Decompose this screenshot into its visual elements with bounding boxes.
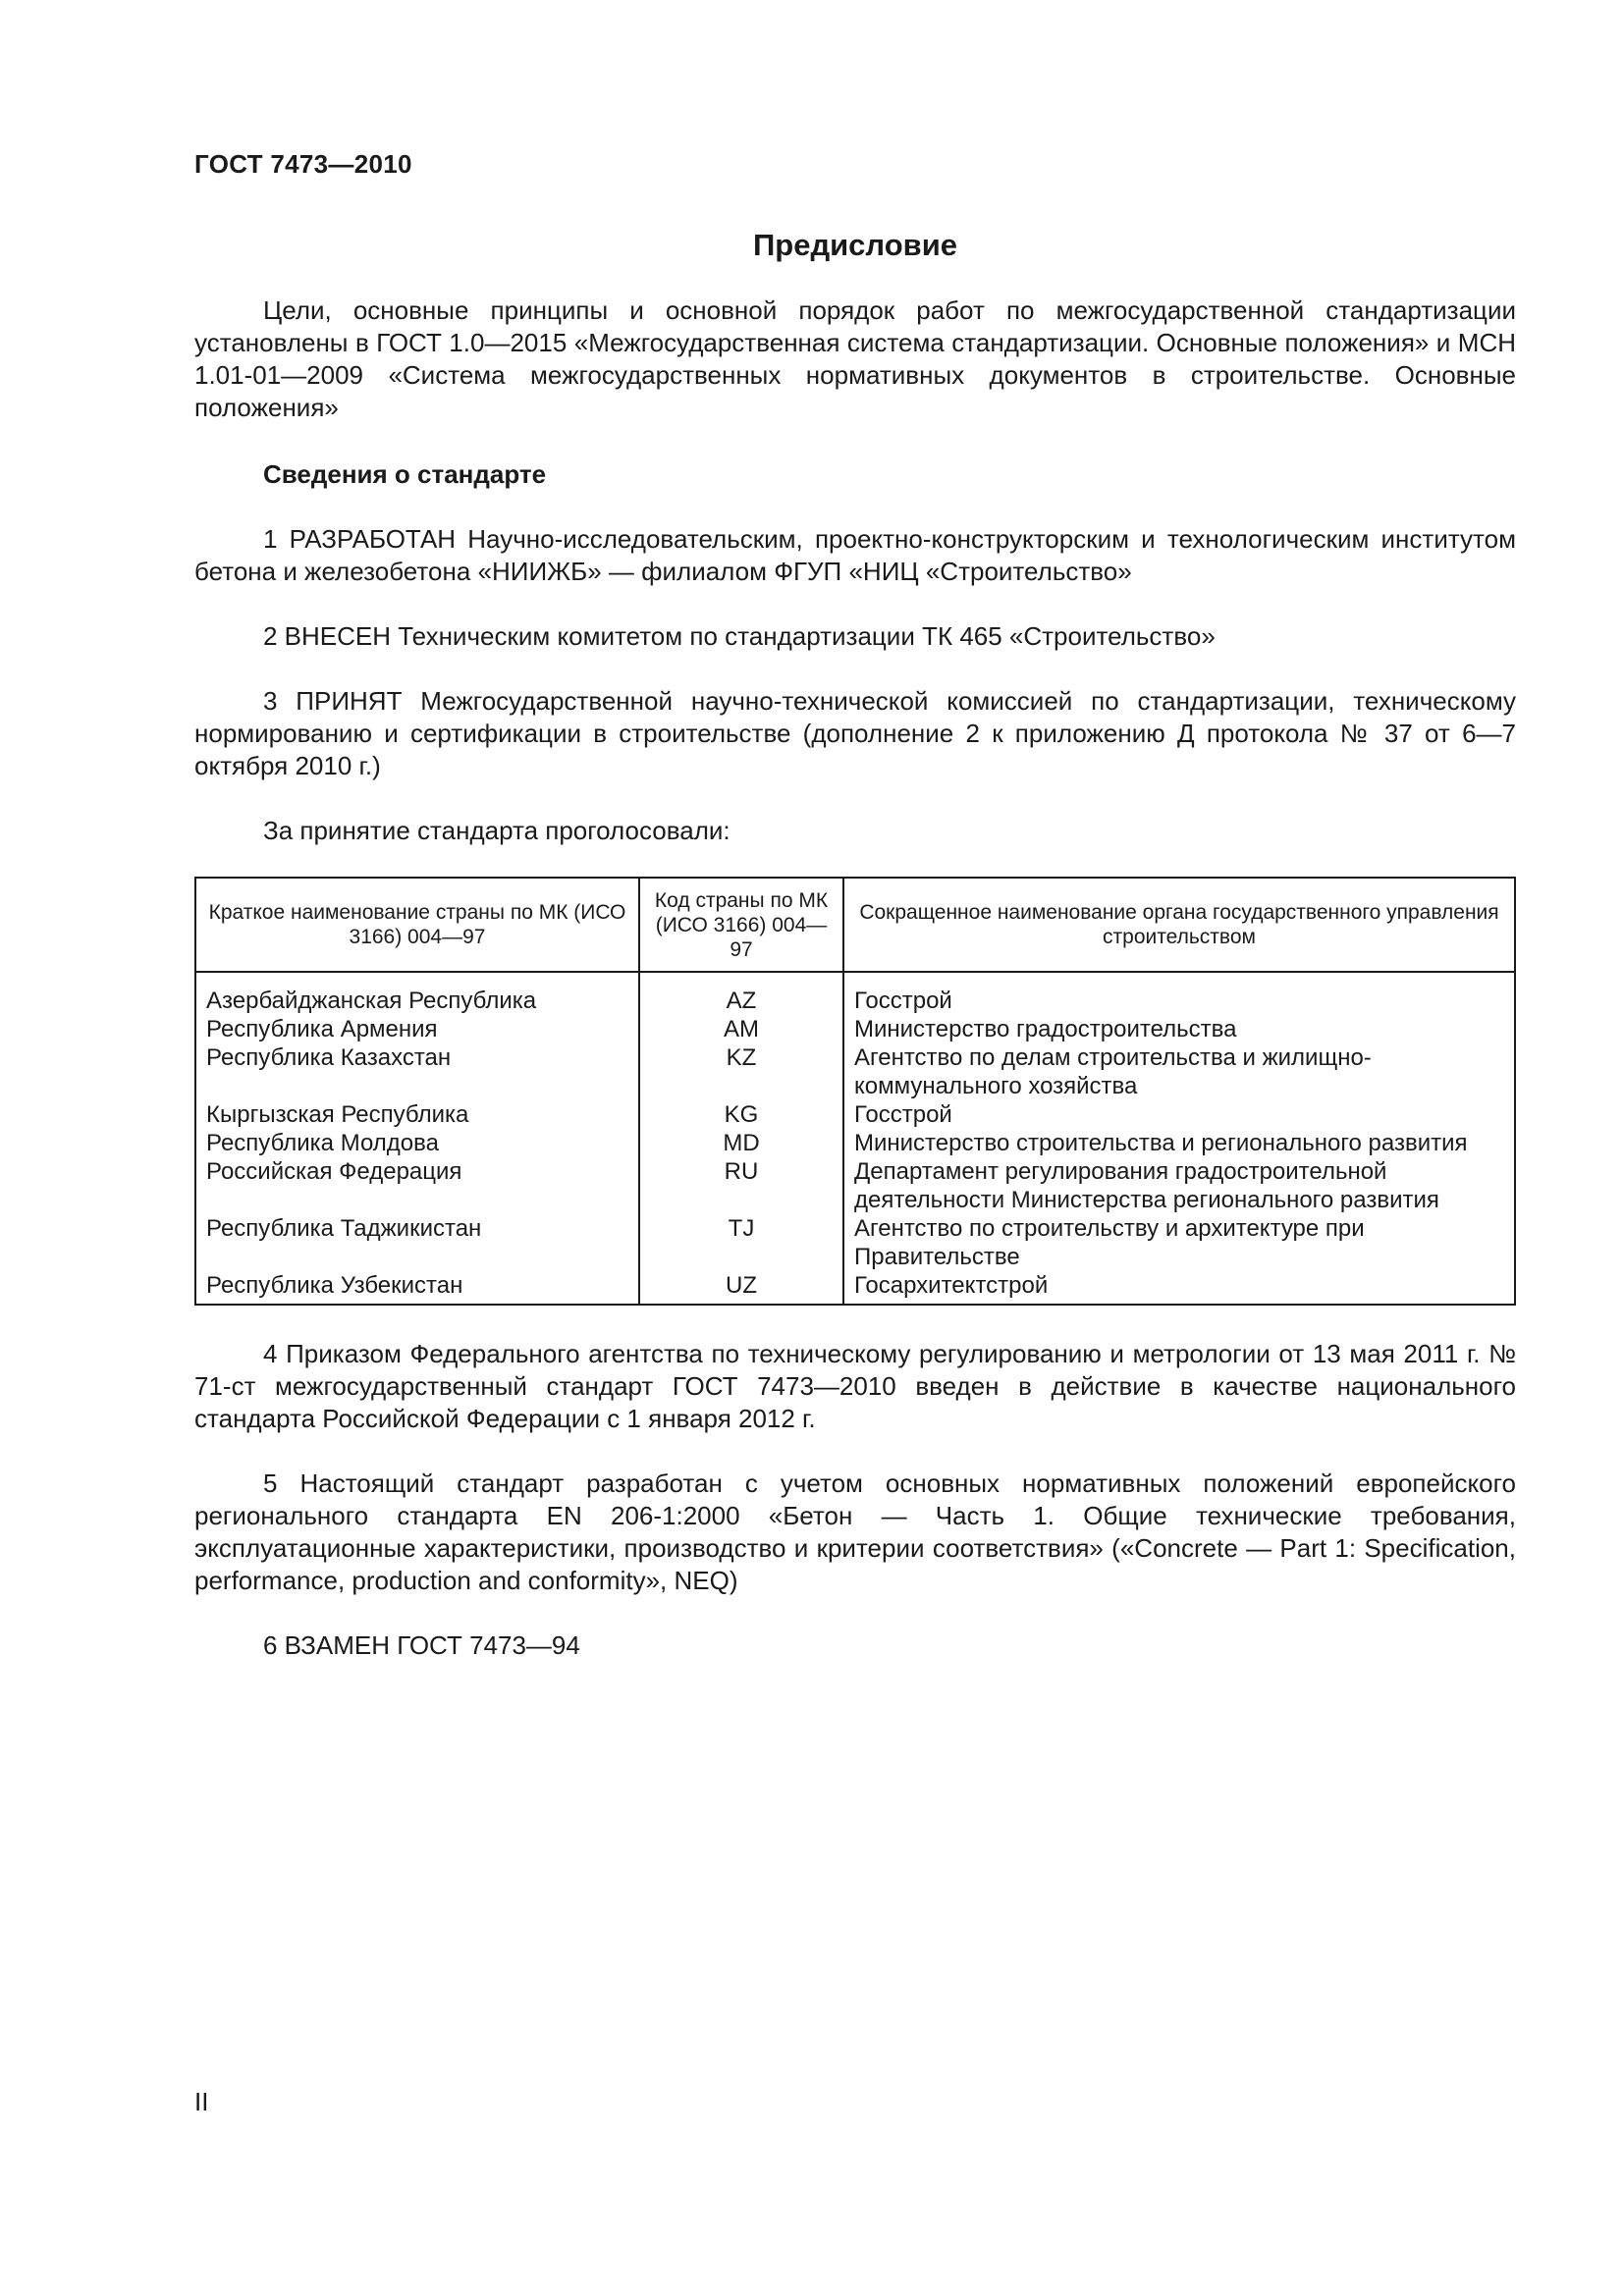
cell-body: Госстрой	[843, 972, 1515, 1015]
table-row	[195, 1271, 1515, 1305]
item-enacted: 4 Приказом Федерального агентства по техническому регулированию и метрологии от 13 мая 2011 г. № 71-ст межгосударственный стандарт ГОСТ 7473—2010 введен в действие в качестве национального стандарта Российской Федерации с 1 января 2012 г.	[194, 1339, 1516, 1433]
table-row	[195, 1100, 1515, 1129]
cell-body: Агентство по строительству и архитектуре при Правительстве	[843, 1214, 1515, 1271]
header-country: Краткое наименование страны по МК (ИСО 3166) 004—97	[195, 878, 639, 972]
cell-country: Азербайджанская Республика	[206, 988, 537, 1014]
cell-country: Республика Армения	[206, 1016, 438, 1042]
cell-body: Департамент регулирования градостроительной деятельности Министерства регионального развития	[843, 1157, 1515, 1214]
cell-body: Госстрой	[843, 1100, 1515, 1129]
cell-country: Кыргызская Республика	[206, 1101, 469, 1128]
item-introduced: 2 ВНЕСЕН Техническим комитетом по стандартизации ТК 465 «Строительство»	[263, 621, 1216, 651]
cell-body: Госархитектстрой	[843, 1271, 1515, 1305]
cell-country: Российская Федерация	[206, 1158, 462, 1185]
standard-info-heading: Сведения о стандарте	[263, 459, 547, 489]
cell-code: RU	[639, 1157, 843, 1214]
header-code: Код страны по МК (ИСО 3166) 004—97	[639, 878, 843, 972]
table-row	[195, 1015, 1515, 1043]
voting-table	[194, 877, 1516, 1306]
table-row	[195, 1157, 1515, 1214]
cell-code: KG	[639, 1100, 843, 1129]
cell-country: Республика Молдова	[206, 1130, 439, 1156]
cell-body: Министерство градостроительства	[843, 1015, 1515, 1043]
table-row	[195, 1129, 1515, 1157]
table-row	[195, 1043, 1515, 1100]
page-title: Предисловие	[752, 228, 957, 262]
cell-country: Республика Узбекистан	[206, 1272, 463, 1299]
intro-paragraph: Цели, основные принципы и основной порядок работ по межгосударственной стандартизации установлены в ГОСТ 1.0—2015 «Межгосударственная система стандартизации. Основные положения» и МСН 1.01-01—2009 «Система межгосударственных нормативных документов в строительстве. Основные положения»	[194, 295, 1516, 422]
table-row	[195, 972, 1515, 1015]
cell-body: Министерство строительства и регионального развития	[843, 1129, 1515, 1157]
table-row	[195, 1214, 1515, 1271]
item-developed: 1 РАЗРАБОТАН Научно-исследовательским, проектно-конструкторским и технологическим институтом бетона и железобетона «НИИЖБ» — филиалом ФГУП «НИЦ «Строительство»	[194, 524, 1516, 586]
cell-code: UZ	[639, 1271, 843, 1305]
item-replaces: 6 ВЗАМЕН ГОСТ 7473—94	[263, 1630, 580, 1660]
item-harmonized: 5 Настоящий стандарт разработан с учетом основных нормативных положений европейского регионального стандарта EN 206-1:2000 «Бетон — Часть 1. Общие технические требования, эксплуатационные характеристики, производство и критерии соответствия» («Concrete — Part 1: Specification, performance, production and conformity», NEQ)	[194, 1468, 1516, 1595]
cell-code: TJ	[639, 1214, 843, 1271]
document-code: ГОСТ 7473—2010	[194, 149, 412, 179]
vote-intro: За принятие стандарта проголосовали:	[263, 816, 730, 845]
table-header-row	[195, 878, 1515, 972]
cell-code: KZ	[639, 1043, 843, 1100]
header-body: Сокращенное наименование органа государственного управления строительством	[843, 878, 1515, 972]
cell-code: MD	[639, 1129, 843, 1157]
preface-body	[194, 294, 1516, 1662]
cell-country: Республика Казахстан	[206, 1044, 452, 1071]
page-number: II	[194, 2087, 209, 2116]
cell-code: AZ	[639, 972, 843, 1015]
cell-body: Агентство по делам строительства и жилищно-коммунального хозяйства	[843, 1043, 1515, 1100]
item-adopted: 3 ПРИНЯТ Межгосударственной научно-технической комиссией по стандартизации, техническому нормированию и сертификации в строительстве (дополнение 2 к приложению Д протокола № 37 от 6—7 октября 2010 г.)	[194, 686, 1516, 780]
cell-code: AM	[639, 1015, 843, 1043]
cell-country: Республика Таджикистан	[206, 1215, 482, 1242]
